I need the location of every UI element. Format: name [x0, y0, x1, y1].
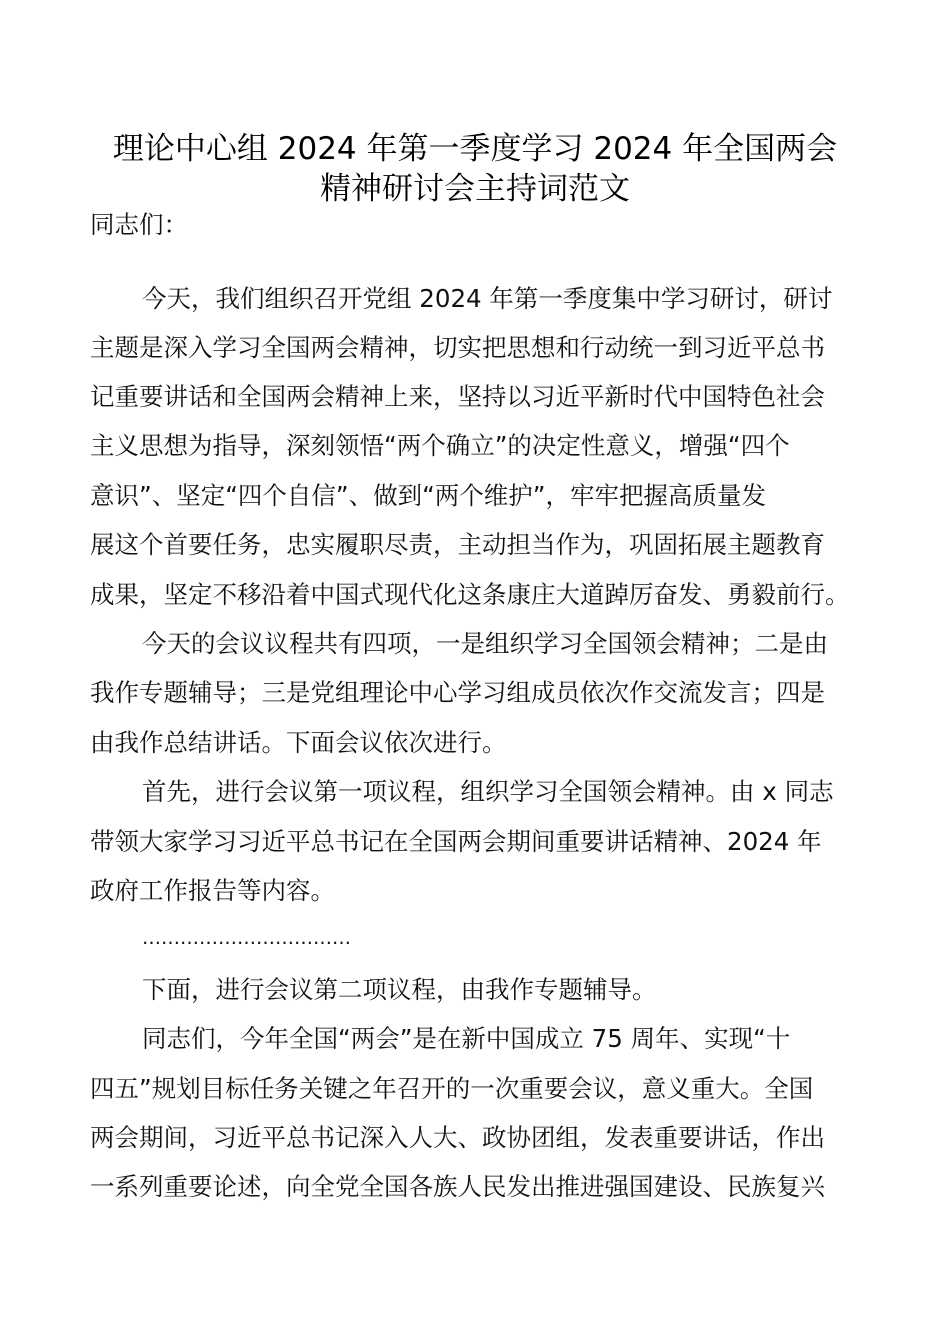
- paragraph-line: 首先，进行会议第一项议程，组织学习全国领会精神。由 x 同志: [142, 777, 834, 806]
- ellipsis-line: ……………………………: [142, 927, 351, 949]
- salutation: 同志们：: [90, 210, 188, 239]
- paragraph-line: 我作专题辅导；三是党组理论中心学习组成员依次作交流发言；四是: [90, 678, 825, 707]
- paragraph-line: 意识”、坚定“四个自信”、做到“两个维护”，牢牢把握高质量发: [90, 481, 766, 510]
- paragraph-line: 带领大家学习习近平总书记在全国两会期间重要讲话精神、2024 年: [90, 827, 822, 856]
- paragraph-line: 记重要讲话和全国两会精神上来，坚持以习近平新时代中国特色社会: [90, 382, 825, 411]
- document-title-line-1: 理论中心组 2024 年第一季度学习 2024 年全国两会: [112, 131, 838, 167]
- paragraph-line: 展这个首要任务，忠实履职尽责，主动担当作为，巩固拓展主题教育: [90, 530, 825, 559]
- paragraph-line: 今天的会议议程共有四项，一是组织学习全国领会精神；二是由: [142, 629, 828, 658]
- paragraph-line: 成果，坚定不移沿着中国式现代化这条康庄大道踔厉奋发、勇毅前行。: [90, 580, 850, 609]
- paragraph-line: 政府工作报告等内容。: [90, 876, 335, 905]
- document-title-line-2: 精神研讨会主持词范文: [320, 171, 630, 207]
- paragraph-line: 主义思想为指导，深刻领悟“两个确立”的决定性意义，增强“四个: [90, 431, 790, 460]
- paragraph-line: 四五”规划目标任务关键之年召开的一次重要会议，意义重大。全国: [90, 1074, 814, 1103]
- paragraph-line: 一系列重要论述，向全党全国各族人民发出推进强国建设、民族复兴: [90, 1172, 825, 1201]
- paragraph-line: 今天，我们组织召开党组 2024 年第一季度集中学习研讨，研讨: [142, 284, 833, 313]
- paragraph-line: 下面，进行会议第二项议程，由我作专题辅导。: [142, 975, 657, 1004]
- paragraph-line: 由我作总结讲话。下面会议依次进行。: [90, 728, 507, 757]
- paragraph-line: 两会期间，习近平总书记深入人大、政协团组，发表重要讲话，作出: [90, 1123, 825, 1152]
- paragraph-line: 同志们，今年全国“两会”是在新中国成立 75 周年、实现“十: [142, 1024, 791, 1053]
- paragraph-line: 主题是深入学习全国两会精神，切实把思想和行动统一到习近平总书: [90, 333, 825, 362]
